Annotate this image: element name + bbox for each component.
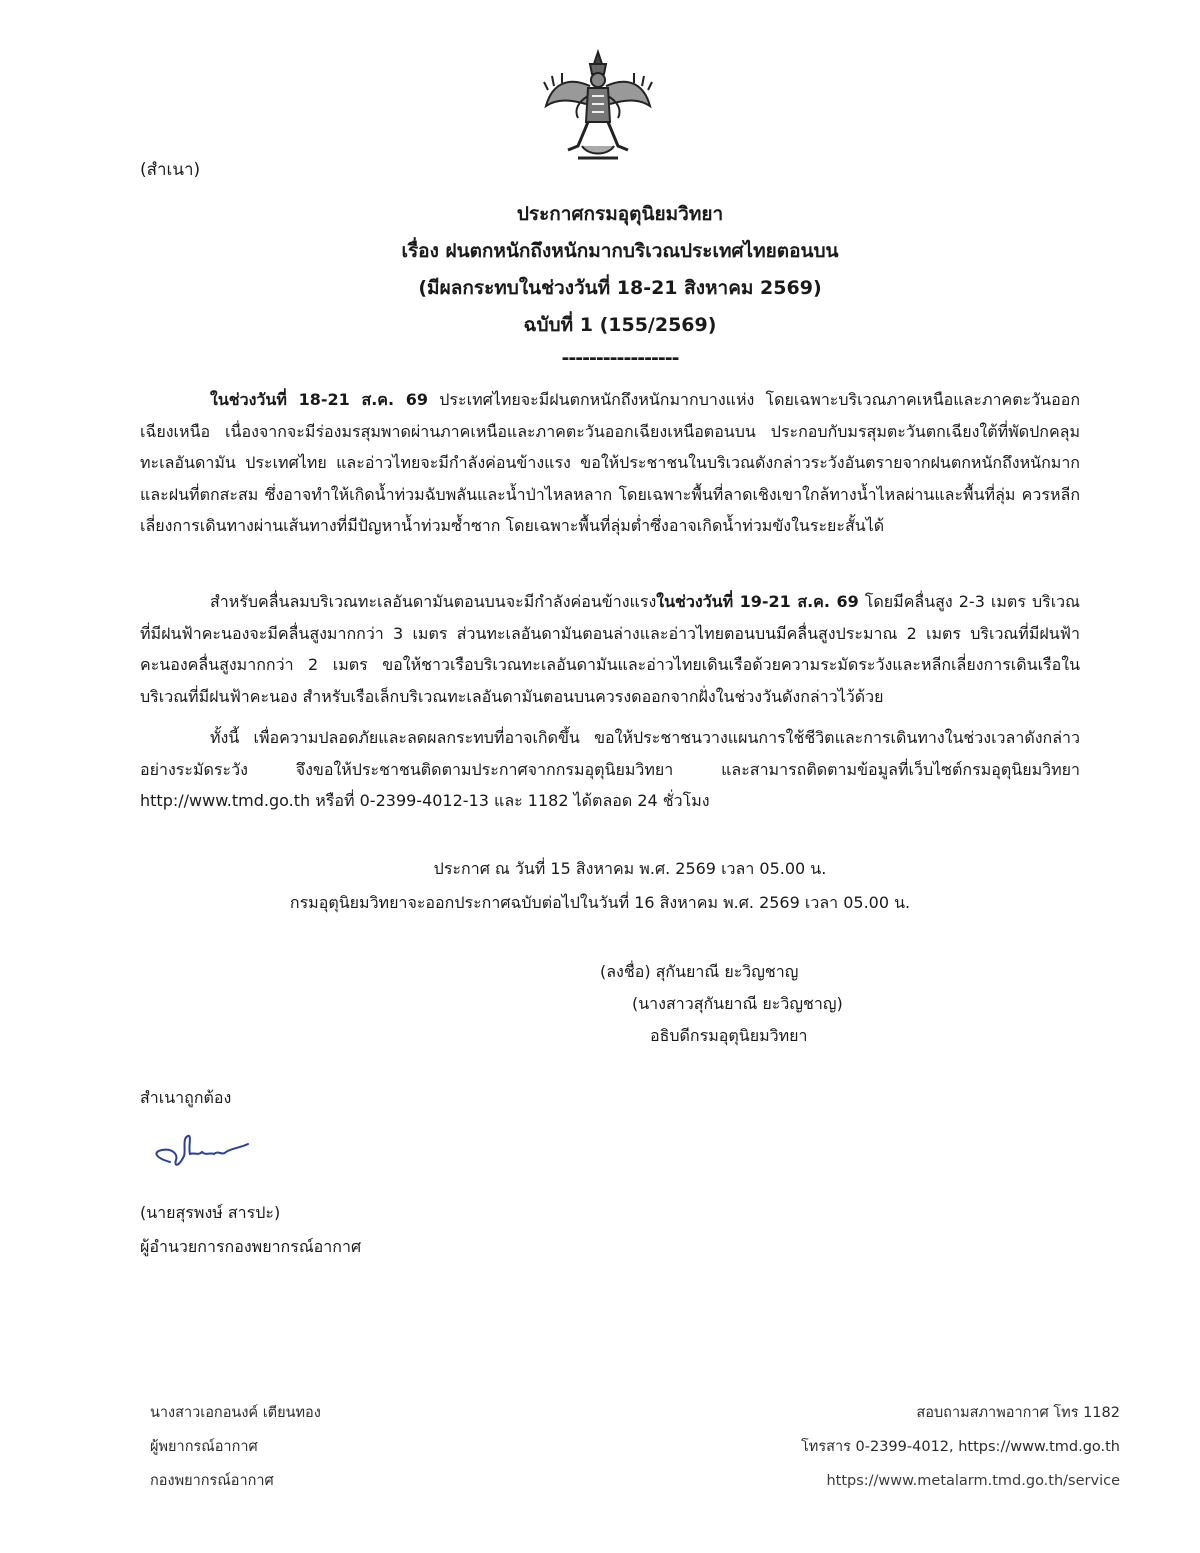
agency-title: ประกาศกรมอุตุนิยมวิทยา bbox=[516, 203, 724, 225]
issued-date: ประกาศ ณ วันที่ 15 สิงหาคม พ.ศ. 2569 เวลา 05.00 น. bbox=[433, 859, 827, 878]
next-issue-notice: กรมอุตุนิยมวิทยาจะออกประกาศฉบับต่อไปในวันที่ 16 สิงหาคม พ.ศ. 2569 เวลา 05.00 น. bbox=[289, 893, 911, 912]
p2-text-b: โดยมีคลื่นสูง 2-3 เมตร บริเวณที่มีฝนฟ้าคะนองจะมีคลื่นสูงมากกว่า 3 เมตร ส่วนทะเลอันดามันตอนล่างและอ่าวไทยตอนบนมีคลื่นสูงประมาณ 2 เมตร บริเวณที่มีฝนฟ้าคะนองคลื่นสูงมากกว่า 2 เมตร ขอให้ชาวเรือบริเวณทะเลอันดามันและอ่าวไทยเดินเรือด้วยความระมัดระวังและหลีกเลี่ยงการเดินเรือในบริเวณที่มีฝนฟ้าคะนอง สำหรับเรือเล็กบริเวณทะเลอันดามันตอนบนควรงดออกจากฝั่งในช่วงวันดังกล่าวไว้ด้วย bbox=[140, 592, 1080, 706]
garuda-emblem-icon bbox=[538, 46, 658, 166]
paragraph-wave-forecast bbox=[140, 586, 1080, 712]
p3-text: ทั้งนี้ เพื่อความปลอดภัยและลดผลกระทบที่อาจเกิดขึ้น ขอให้ประชาชนวางแผนการใช้ชีวิตและการเดินทางในช่วงเวลาดังกล่าวอย่างระมัดระวัง จึงขอให้ประชาชนติดตามประกาศจากกรมอุตุนิยมวิทยา และสามารถติดตามข้อมูลที่เว็บไซต์กรมอุตุนิยมวิทยา http://www.tmd.go.th หรือที่ 0-2399-4012-13 และ 1182 ได้ตลอด 24 ชั่วโมง bbox=[140, 728, 1080, 810]
forecaster-dept: กองพยากรณ์อากาศ bbox=[150, 1473, 274, 1489]
certifier-name: (นายสุรพงษ์ สารปะ) bbox=[140, 1203, 281, 1222]
announcement-title-block bbox=[0, 196, 1200, 372]
certifier-block bbox=[140, 1196, 361, 1264]
certifier-position: ผู้อำนวยการกองพยากรณ์อากาศ bbox=[140, 1237, 362, 1256]
signatory-signed: (ลงชื่อ) สุกันยาณี ยะวิญชาญ bbox=[600, 962, 799, 981]
forecaster-name: นางสาวเอกอนงค์ เตียนทอง bbox=[150, 1405, 321, 1421]
signatory-position: อธิบดีกรมอุตุนิยมวิทยา bbox=[650, 1026, 808, 1045]
contact-info bbox=[801, 1396, 1120, 1498]
contact-fax-web: โทรสาร 0-2399-4012, https://www.tmd.go.th bbox=[801, 1439, 1120, 1455]
copy-mark: (สำเนา) bbox=[140, 160, 201, 180]
forecaster-info bbox=[150, 1396, 321, 1498]
signatory-full-name: (นางสาวสุกันยาณี ยะวิญชาญ) bbox=[632, 994, 843, 1013]
title-separator: ----------------- bbox=[561, 347, 679, 369]
handwritten-signature bbox=[148, 1128, 258, 1178]
p1-text: ประเทศไทยจะมีฝนตกหนักถึงหนักมากบางแห่ง โดยเฉพาะบริเวณภาคเหนือและภาคตะวันออกเฉียงเหนือ เนื่องจากจะมีร่องมรสุมพาดผ่านภาคเหนือและภาคตะวันออกเฉียงเหนือตอนบน ประกอบกับมรสุมตะวันตกเฉียงใต้ที่พัดปกคลุมทะเลอันดามัน ประเทศไทย และอ่าวไทยจะมีกำลังค่อนข้างแรง ขอให้ประชาชนในบริเวณดังกล่าวระวังอันตรายจากฝนตกหนักถึงหนักมากและฝนที่ตกสะสม ซึ่งอาจทำให้เกิดน้ำท่วมฉับพลันและน้ำป่าไหลหลาก โดยเฉพาะพื้นที่ลาดเชิงเขาใกล้ทางน้ำไหลผ่านและพื้นที่ลุ่ม ควรหลีกเลี่ยงการเดินทางผ่านเส้นทางที่มีปัญหาน้ำท่วมซ้ำซาก โดยเฉพาะพื้นที่ลุ่มต่ำซึ่งอาจเกิดน้ำท่วมขังในระยะสั้นได้ bbox=[140, 390, 1081, 535]
paragraph-rain-forecast bbox=[140, 384, 1080, 542]
subject-line: เรื่อง ฝนตกหนักถึงหนักมากบริเวณประเทศไทยตอนบน bbox=[401, 240, 839, 262]
contact-phone: สอบถามสภาพอากาศ โทร 1182 bbox=[916, 1405, 1120, 1421]
certified-copy-label: สำเนาถูกต้อง bbox=[140, 1088, 232, 1107]
contact-service-link[interactable]: https://www.metalarm.tmd.go.th/service bbox=[826, 1473, 1120, 1489]
p2-text-a: สำหรับคลื่นลมบริเวณทะเลอันดามันตอนบนจะมีกำลังค่อนข้างแรง bbox=[210, 592, 657, 611]
p2-date-range: ในช่วงวันที่ 19-21 ส.ค. 69 bbox=[656, 592, 859, 611]
paragraph-advisory bbox=[140, 722, 1080, 817]
forecaster-role: ผู้พยากรณ์อากาศ bbox=[150, 1439, 258, 1455]
p1-date-range: ในช่วงวันที่ 18-21 ส.ค. 69 bbox=[210, 390, 429, 409]
impact-period: (มีผลกระทบในช่วงวันที่ 18-21 สิงหาคม 2569) bbox=[418, 277, 822, 299]
issue-number: ฉบับที่ 1 (155/2569) bbox=[523, 314, 717, 336]
